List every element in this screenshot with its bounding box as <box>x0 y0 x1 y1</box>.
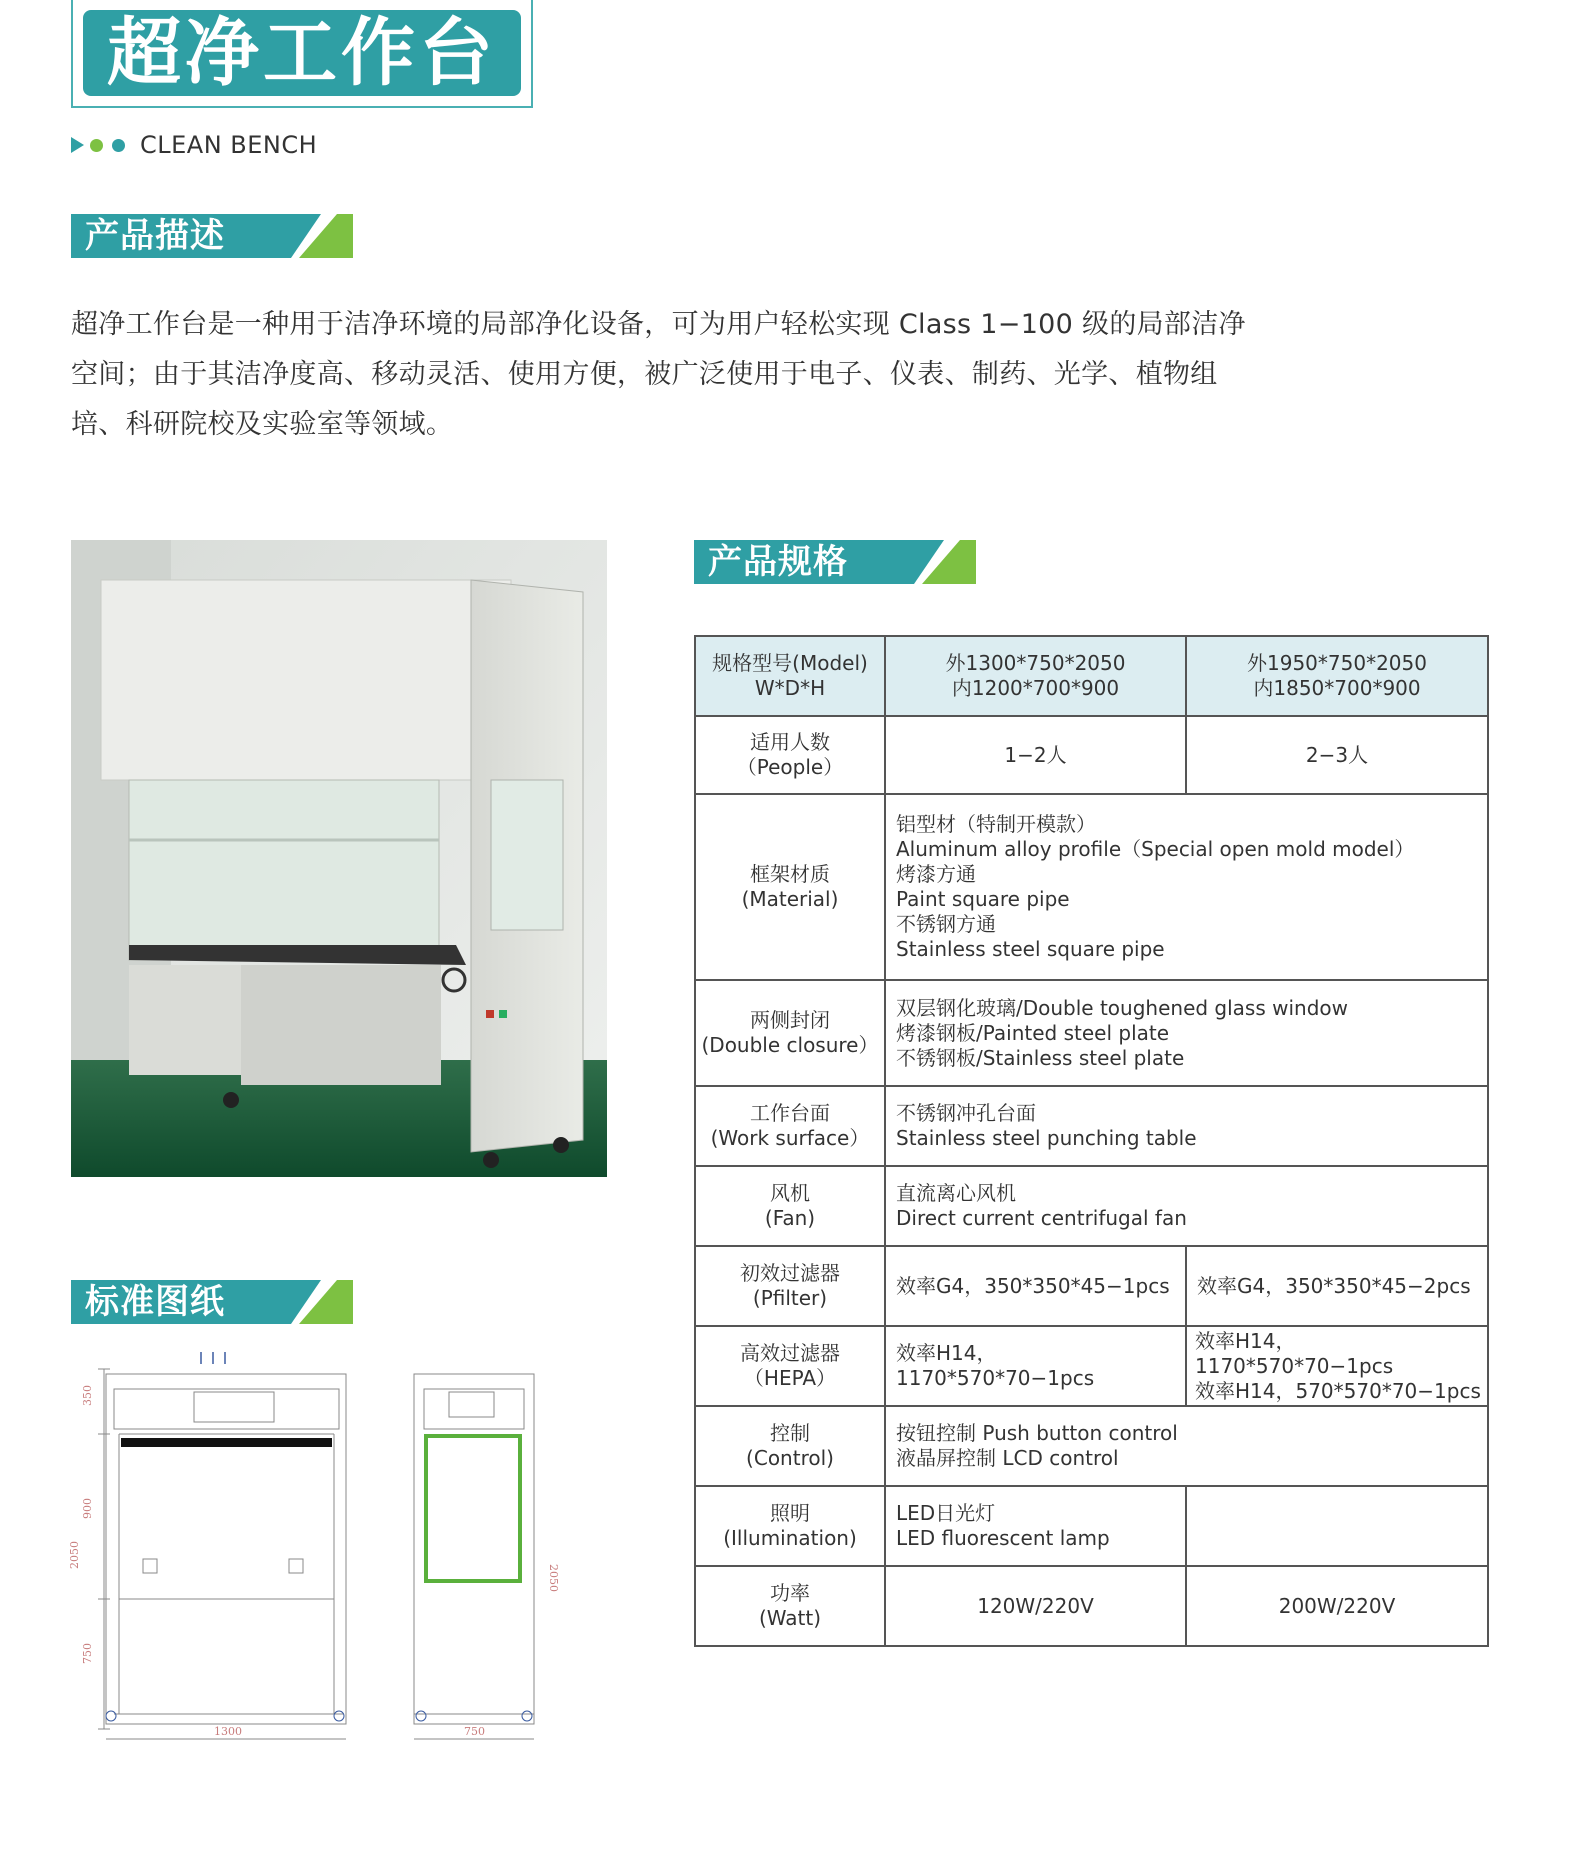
cell-value: 2−3人 <box>1186 716 1488 794</box>
spec-table <box>694 635 1489 1647</box>
table-row <box>695 794 1488 980</box>
table-row <box>695 980 1488 1086</box>
row-label: 两侧封闭 (Double closure） <box>695 980 885 1086</box>
row-label: 适用人数 （People） <box>695 716 885 794</box>
dim-height: 2050 <box>68 1541 81 1569</box>
product-description <box>71 300 1311 450</box>
row-label: 工作台面 (Work surface） <box>695 1086 885 1166</box>
dim-width: 1300 <box>214 1725 242 1738</box>
section-header-description <box>71 214 353 258</box>
table-row <box>695 636 1488 716</box>
section-title: 标准图纸 <box>85 1282 225 1322</box>
cell-value: 按钮控制 Push button control 液晶屏控制 LCD control <box>885 1406 1488 1486</box>
section-header-drawings <box>71 1280 353 1324</box>
technical-drawing <box>64 1334 590 1744</box>
row-label: 初效过滤器 (Pfilter) <box>695 1246 885 1326</box>
row-label: 高效过滤器 （HEPA） <box>695 1326 885 1406</box>
title-frame <box>71 0 533 108</box>
dim-middle: 900 <box>81 1498 94 1519</box>
cell-value: 1−2人 <box>885 716 1186 794</box>
table-row <box>695 1566 1488 1646</box>
cell-value: 效率G4，350*350*45−1pcs <box>885 1246 1186 1326</box>
row-label: 风机 (Fan) <box>695 1166 885 1246</box>
section-header-specs <box>694 540 976 584</box>
table-row <box>695 1246 1488 1326</box>
dim-bottom: 750 <box>81 1643 94 1664</box>
table-row <box>695 1486 1488 1566</box>
description-line: 空间；由于其洁净度高、移动灵活、使用方便，被广泛使用于电子、仪表、制药、光学、植物组 <box>71 359 1218 390</box>
page-title: 超净工作台 <box>107 10 497 96</box>
dim-top: 350 <box>81 1385 94 1406</box>
description-line: 培、科研院校及实验室等领域。 <box>71 409 454 440</box>
green-dot-icon <box>90 139 103 152</box>
cell-value: 不锈钢冲孔台面 Stainless steel punching table <box>885 1086 1488 1166</box>
teal-dot-icon <box>112 139 125 152</box>
side-dim-height: 2050 <box>547 1564 560 1592</box>
section-title: 产品描述 <box>85 216 225 256</box>
table-row <box>695 1086 1488 1166</box>
table-row <box>695 1326 1488 1406</box>
table-row <box>695 716 1488 794</box>
triangle-bullet-icon <box>71 137 84 153</box>
page-subtitle: CLEAN BENCH <box>140 131 318 159</box>
cell-model-2: 外1950*750*2050 内1850*700*900 <box>1186 636 1488 716</box>
cell-value: 效率H14，1170*570*70−1pcs <box>885 1326 1186 1406</box>
cell-value: 120W/220V <box>885 1566 1186 1646</box>
product-photo <box>71 540 607 1177</box>
cell-value: 双层钢化玻璃/Double toughened glass window 烤漆钢板/Painted steel plate 不锈钢板/Stainless steel plate <box>885 980 1488 1086</box>
table-row <box>695 1406 1488 1486</box>
side-dim-width: 750 <box>464 1725 485 1738</box>
row-label: 功率 (Watt) <box>695 1566 885 1646</box>
cell-value: LED日光灯 LED fluorescent lamp <box>885 1486 1186 1566</box>
cell-value: 效率H14，1170*570*70−1pcs 效率H14，570*570*70−1pcs <box>1186 1326 1488 1406</box>
cell-value: 铝型材（特制开模款） Aluminum alloy profile（Special open mold model） 烤漆方通 Paint square pipe 不锈钢方通 Stainless steel square pipe <box>885 794 1488 980</box>
cell-empty <box>1186 1486 1488 1566</box>
table-row <box>695 1166 1488 1246</box>
title-banner <box>83 10 521 96</box>
cell-value: 效率G4，350*350*45−2pcs <box>1186 1246 1488 1326</box>
cell-model-1: 外1300*750*2050 内1200*700*900 <box>885 636 1186 716</box>
row-label: 规格型号(Model) W*D*H <box>695 636 885 716</box>
row-label: 控制 (Control) <box>695 1406 885 1486</box>
description-line: 超净工作台是一种用于洁净环境的局部净化设备，可为用户轻松实现 Class 1−100 级的局部洁净 <box>71 309 1246 340</box>
cell-value: 直流离心风机 Direct current centrifugal fan <box>885 1166 1488 1246</box>
subtitle-row <box>71 130 317 160</box>
cell-value: 200W/220V <box>1186 1566 1488 1646</box>
row-label: 框架材质 (Material) <box>695 794 885 980</box>
row-label: 照明 (Illumination) <box>695 1486 885 1566</box>
section-title: 产品规格 <box>708 542 848 582</box>
